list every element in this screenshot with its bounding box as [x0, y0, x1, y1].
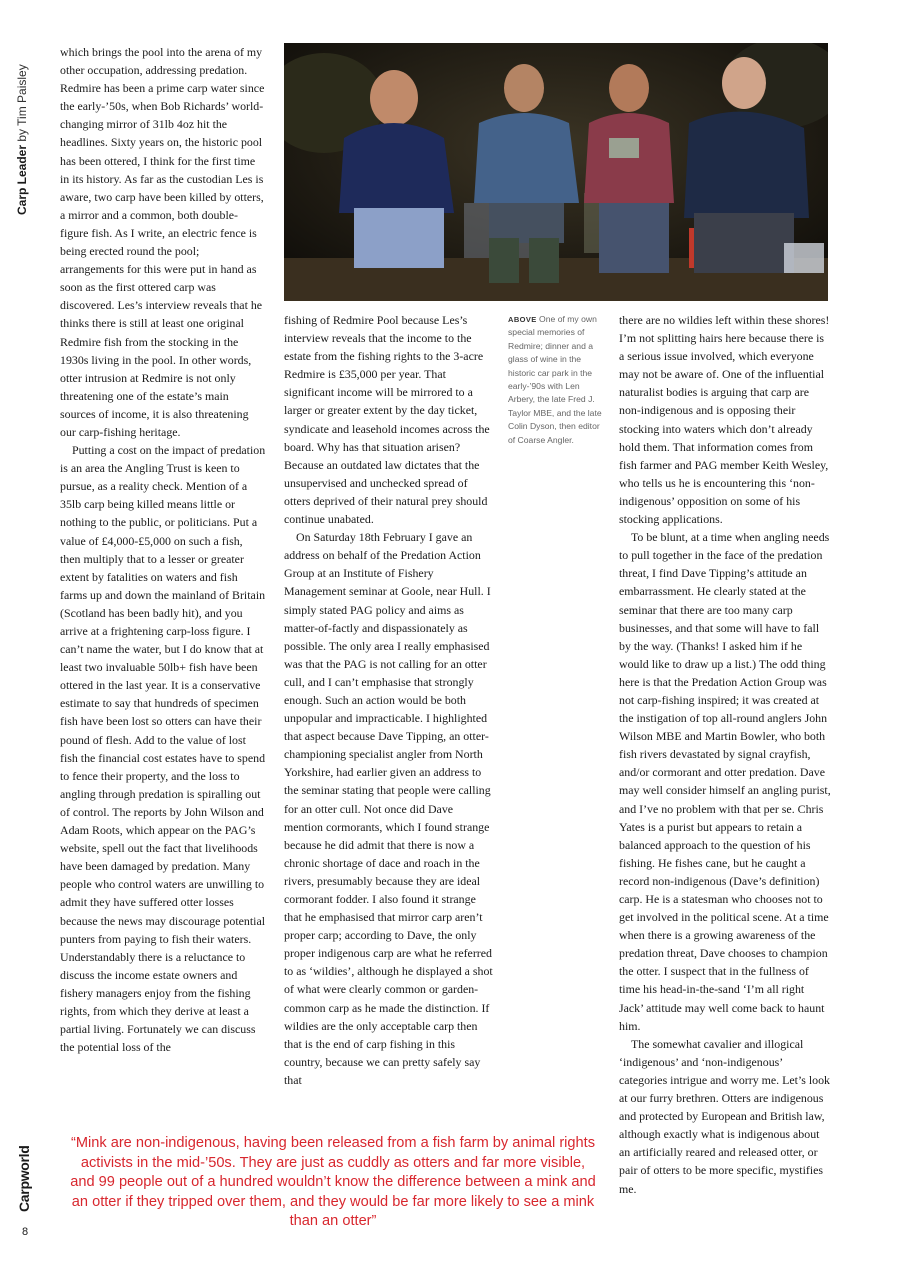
- photo-four-anglers-at-night: [284, 43, 828, 301]
- paragraph: there are no wildies left within these shores! I’m not splitting hairs here because there is a serious issue involved, which everyone may not be aware of. One of the influential naturalist bodies is arguing that carp are non-indigenous and is opposing their stocking into waters which don’t already hold them. That information comes from fish farmer and PAG member Keith Wesley, who tells us he is encountering this ‘non-indigenous’ opposition on some of his stocking applications.: [619, 313, 830, 527]
- paragraph: Putting a cost on the impact of predation is an area the Angling Trust is keen to pursue, as a reality check. Mention of a 35lb carp being killed means little or nothing to the public, or politicians. Put a value of £4,000-£5,000 on such a fish, then multiply that to a lesser or greater extent by fatalities on waters and fish farms up and down the mainland of Britain (Scotland has been badly hit), and you arrive at a frightening carp-loss figure. I can’t name the water, but I do know that at least two invaluable 50lb+ fish have been ottered in the last year. It is a conservative estimate to say that hundreds of specimen fish have been lost so otters can have their pound of flesh. Add to the value of lost fish the financial cost estates have to spend to fence their property, and the loss to angling through predation is spiralling out of control. The reports by John Wilson and Adam Roots, which appear on the PAG’s website, spell out the fact that livelihoods have been damaged by predation. Many people who control waters are unwilling to admit they have suffered otter losses because the news may discourage potential punters from paying to fish their waters. Understandably there is a reluctance to discuss the income estate owners and fishery managers enjoy from the fishing rights, from which they derive at least a partial living. Fortunately we can discuss the potential loss of the: [60, 443, 266, 1055]
- article-photo: [284, 43, 828, 301]
- paragraph: The somewhat cavalier and illogical ‘indigenous’ and ‘non-indigenous’ categories intrigue and worry me. Let’s look at our furry brethren. Otters are indigenous and protected by European and British law, although exactly what is indigenous about an artificially reared and released otter, or pair of otters to be more specific, mystifies me.: [619, 1036, 830, 1196]
- byline: by Tim Paisley: [15, 64, 29, 142]
- paragraph: On Saturday 18th February I gave an address on behalf of the Predation Action Group at an Institute of Fishery Management seminar at Goole, near Hull. I simply stated PAG policy and aims as matter-of-factly and dispassionately as possible. The only area I really emphasised was that the PAG is not calling for an otter cull, and I can’t emphasise that strongly enough. Such an action would be both unpopular and impracticable. I highlighted that aspect because Dave Tipping, an otter-championing specialist angler from North Yorkshire, had earlier given an address to the seminar stating that people were calling for an otter cull. Not once did Dave mention cormorants, which I found strange because he did admit that there is now a chronic shortage of dace and roach in the rivers, presumably because they are ideal cormorant fodder. I also found it strange that he emphasised that mirror carp aren’t proper carp; according to Dave, the only proper indigenous carp are what he referred to as ‘wildies’, although he displayed a shot of what were clearly common or garden-common carp as he made the distinction. If wildies are the only acceptable carp then that is the end of carp fishing in this country, because we can pretty safely say that: [284, 530, 493, 1087]
- article-column-1: [60, 43, 266, 1056]
- article-column-2: [284, 311, 494, 1089]
- article-column-3: [619, 311, 831, 1198]
- paragraph: which brings the pool into the arena of my other occupation, addressing predation. Redmire has been a prime carp water since the early-’50s, when Bob Richards’ world-changing mirror of 31lb 4oz hit the headlines. Sixty years on, the historic pool has been ottered, I think for the first time in its history. As far as the custodian Les is aware, two carp have been killed by otters, a mirror and a common, both double-figure fish. As I write, an electric fence is being erected round the pool; arrangements for this were put in hand as soon as the first ottered carp was discovered. Les’s interview reveals that he thinks there is still at least one original Redmire fish from the stocking in the 1930s living in the pool. In other words, otter intrusion at Redmire is not only threatening one of the estate’s main sources of income, it is also threatening our carp-fishing heritage.: [60, 45, 265, 439]
- pull-quote: “Mink are non-indigenous, having been released from a fish farm by animal rights activists in the mid-’50s. They are just as cuddly as otters and far more visible, and 99 people out of a hundred wouldn’t know the difference between a mink and an otter if they tripped over them, and they would be far more likely to see a mink than an otter”: [70, 1135, 596, 1229]
- section-title: Carp Leader: [15, 144, 29, 215]
- paragraph: To be blunt, at a time when angling needs to pull together in the face of the predation threat, I find Dave Tipping’s attitude an embarrassment. He clearly stated at the seminar that there are too many carp businesses, and that some will have to fall by the way. (Thanks! I asked him if he would like to draw up a list.) The odd thing here is that the Predation Action Group was not carp-fishing inspired; it was created at the instigation of top all-round anglers John Wilson MBE and Martin Bowler, who both fish rivers devastated by signal crayfish, and/or cormorant and otter predation. Dave may well consider himself an angling purist, and I’ve no problem with that per se. Chris Yates is a purist but appears to retain a balanced approach to the question of his fishing. He fishes cane, but he caught a record non-indigenous (Dave’s definition) carp. He is a statesman who chooses not to get involved in the political scene. At a time when there is a growing awareness of the predation threat, Dave chooses to champion the otter. I suspect that in the fullness of time his head-in-the-sand ‘I’m all right Jack’ attitude may well come back to haunt him.: [619, 530, 831, 1033]
- caption-lead: ABOVE: [508, 315, 537, 324]
- running-header: [9, 45, 37, 215]
- photo-caption: [508, 313, 604, 447]
- caption-text: One of my own special memories of Redmire; dinner and a glass of wine in the historic car park in the early-’90s with Len Arbery, the late Fred J. Taylor MBE, and the late Colin Dyson, then editor of Coarse Angler.: [508, 314, 602, 445]
- page-number: 8: [22, 1226, 29, 1238]
- magazine-brand: [12, 1145, 38, 1212]
- paragraph: fishing of Redmire Pool because Les’s interview reveals that the income to the estate from the fishing rights to the 3-acre Redmire is £35,000 per year. That significant income will be mirrored to a larger or greater extent by the day ticket, syndicate and leasehold incomes across the board. Why has that situation arisen? Because an outdated law dictates that the unsupervised and unchecked spread of otters deprived of their natural prey should continue unabated.: [284, 313, 490, 527]
- brand-logo: Carpworld: [16, 1145, 32, 1212]
